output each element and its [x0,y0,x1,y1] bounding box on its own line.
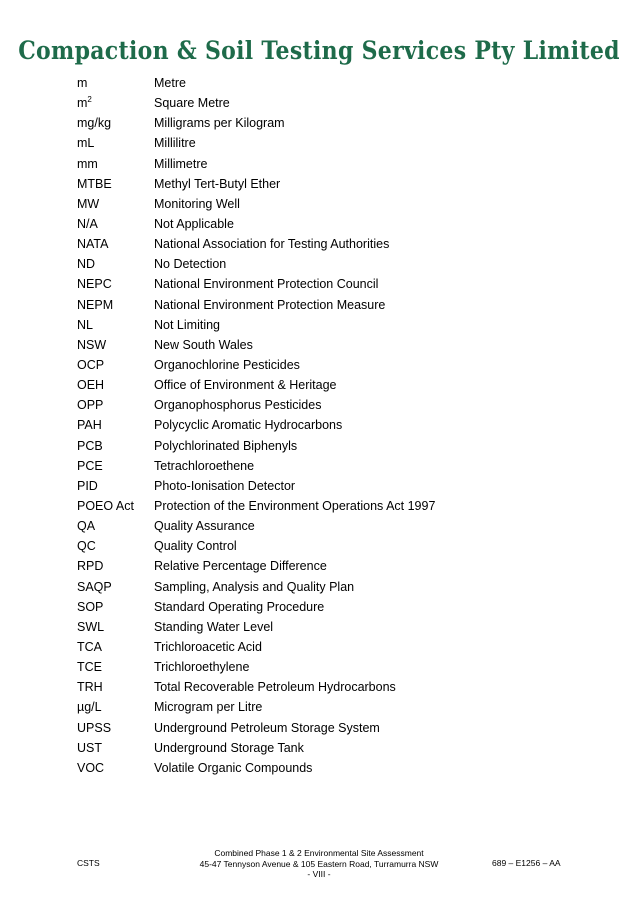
superscript: 2 [87,95,92,105]
abbreviation-definition: Photo-Ionisation Detector [154,478,296,493]
abbreviation-definition: Not Applicable [154,217,234,232]
abbreviation-definition: Relative Percentage Difference [154,559,327,574]
footer-job-number: 689 – E1256 – AA [492,858,561,868]
footer-page-number: - VIII - [307,869,331,879]
abbreviation-row [77,93,577,113]
abbreviation-term: TCA [77,640,102,654]
abbreviation-definition: Underground Storage Tank [154,740,304,755]
abbreviation-term: PCE [77,458,103,473]
abbreviation-definition: Microgram per Litre [154,700,263,715]
abbreviation-definition: Organochlorine Pesticides [154,358,300,373]
abbreviation-term: NEPM [77,297,114,312]
abbreviation-term: PID [77,478,98,493]
abbreviation-term: SOP [77,599,104,614]
abbreviation-row [77,154,577,174]
abbreviation-row [77,274,577,294]
abbreviation-definition: Organophosphorus Pesticides [154,398,322,413]
footer-document-title: Combined Phase 1 & 2 Environmental Site Assessment [214,848,424,858]
abbreviation-term: µg/L [77,700,102,715]
footer-site-address: 45-47 Tennyson Avenue & 105 Eastern Road, Turramurra NSW [199,858,439,869]
abbreviation-definition: Milligrams per Kilogram [154,116,285,131]
abbreviation-definition: New South Wales [154,337,253,352]
abbreviation-definition: Tetrachloroethene [154,458,255,473]
abbreviation-row [77,456,577,476]
abbreviation-term: RPD [77,559,104,574]
abbreviation-definition: Polycyclic Aromatic Hydrocarbons [154,418,343,433]
abbreviation-term: MW [77,196,100,211]
abbreviation-term: NL [77,317,93,332]
abbreviation-definition: Millilitre [154,136,196,151]
abbreviation-term: SWL [77,619,105,634]
abbreviation-definition: Not Limiting [154,317,220,332]
abbreviation-term: NSW [77,337,107,352]
abbreviation-row [77,335,577,355]
abbreviation-term: MTBE [77,176,112,191]
abbreviation-term: OEH [77,378,105,393]
abbreviation-definition: No Detection [154,257,227,272]
abbreviation-row [77,637,577,657]
abbreviation-definition: Quality Control [154,539,237,554]
abbreviation-row [77,657,577,677]
abbreviation-row [77,234,577,254]
abbreviation-term: mm [77,156,98,171]
abbreviation-definition: Office of Environment & Heritage [154,378,337,393]
abbreviation-row [77,758,577,778]
abbreviation-row [77,355,577,375]
abbreviation-row [77,677,577,697]
abbreviation-term: NATA [77,237,109,252]
abbreviation-row [77,697,577,717]
abbreviation-row [77,295,577,315]
abbreviation-row [77,556,577,576]
abbreviation-row [77,597,577,617]
abbreviation-row [77,516,577,536]
abbreviation-definition: National Environment Protection Measure [154,297,386,312]
abbreviation-term: mL [77,136,95,151]
abbreviation-definition: Metre [154,76,186,91]
abbreviation-term: mg/kg [77,116,112,131]
abbreviation-definition: National Association for Testing Authorities [154,237,390,252]
abbreviation-row [77,174,577,194]
abbreviation-term: ND [77,257,96,272]
abbreviation-row [77,738,577,758]
abbreviation-row [77,476,577,496]
abbreviation-definition: Trichloroacetic Acid [154,640,262,654]
abbreviation-term: OPP [77,398,104,413]
abbreviation-definition: Sampling, Analysis and Quality Plan [154,579,355,594]
abbreviation-definition: Volatile Organic Compounds [154,760,313,775]
abbreviation-term: PCB [77,438,103,453]
abbreviation-definition: Polychlorinated Biphenyls [154,438,298,453]
abbreviation-definition: Methyl Tert-Butyl Ether [154,176,281,191]
abbreviation-row [77,617,577,637]
abbreviation-term: VOC [77,760,105,775]
abbreviation-row [77,254,577,274]
abbreviation-row [77,194,577,214]
abbreviation-row [77,536,577,556]
abbreviation-row [77,395,577,415]
abbreviation-definition: Standard Operating Procedure [154,599,325,614]
abbreviation-definition: Millimetre [154,156,208,171]
abbreviation-term: TCE [77,660,102,675]
abbreviation-term: SAQP [77,579,112,594]
abbreviation-term: $m^2$ [77,95,92,111]
abbreviation-row [77,375,577,395]
abbreviation-definition: Quality Assurance [154,519,255,534]
abbreviation-row [77,436,577,456]
abbreviation-definition: Underground Petroleum Storage System [154,720,380,735]
abbreviation-row [77,496,577,516]
abbreviation-definition: Monitoring Well [154,196,240,211]
abbreviation-row [77,415,577,435]
abbreviation-term: UST [77,740,102,755]
abbreviation-row [77,315,577,335]
abbreviation-term: PAH [77,418,102,433]
abbreviation-term: QC [77,539,96,554]
abbreviation-term: POEO Act [77,499,134,514]
abbreviation-term: UPSS [77,720,112,735]
abbreviation-term: NEPC [77,277,112,292]
company-header: Compaction & Soil Testing Services Pty Limited [18,36,620,66]
abbreviation-term: N/A [77,217,98,232]
abbreviation-definition: Total Recoverable Petroleum Hydrocarbons [154,680,396,695]
abbreviation-definition: Standing Water Level [154,619,274,634]
abbreviation-row [77,133,577,153]
abbreviation-term: QA [77,519,96,534]
abbreviation-definition: Trichloroethylene [154,660,250,675]
abbreviation-row [77,113,577,133]
footer-company-code: CSTS [77,858,100,868]
abbreviation-row [77,73,577,93]
abbreviation-definition: Protection of the Environment Operations Act 1997 [154,499,436,514]
abbreviation-term: m [77,76,88,91]
abbreviation-row [77,577,577,597]
abbreviation-definition: Square Metre [154,96,230,111]
abbreviation-list [77,73,577,778]
abbreviation-definition: National Environment Protection Council [154,277,379,292]
abbreviation-row [77,214,577,234]
abbreviation-row [77,718,577,738]
abbreviation-term: TRH [77,680,103,695]
abbreviation-term: OCP [77,358,105,373]
